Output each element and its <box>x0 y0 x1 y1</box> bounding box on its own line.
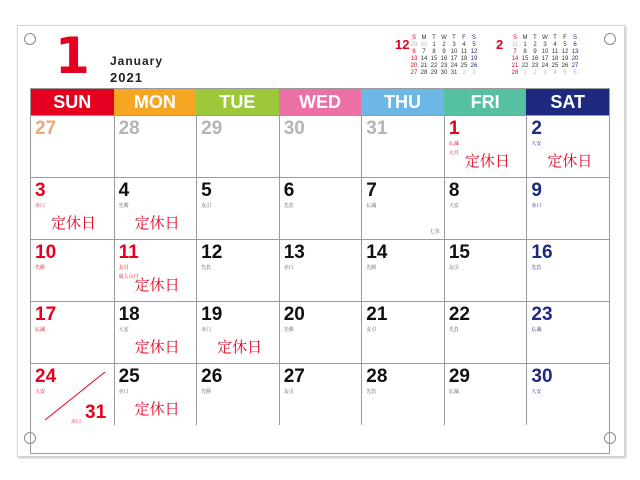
mini-week-row <box>510 70 580 77</box>
rokuyo-label: 仏滅 <box>531 327 542 333</box>
day-number-split: 31 <box>85 402 107 423</box>
day-number: 11 <box>118 242 139 263</box>
weekday-header-mon: MON <box>114 89 197 115</box>
mini-day: 19 <box>561 56 569 62</box>
day-number: 27 <box>35 118 57 139</box>
mini-day: 27 <box>571 63 579 69</box>
mini-day: 3 <box>543 70 547 76</box>
day-number: 18 <box>118 304 140 325</box>
mini-day: 28 <box>420 70 428 76</box>
mini-day: 10 <box>450 49 458 55</box>
day-number: 12 <box>201 242 223 263</box>
mini-day: 4 <box>462 42 466 48</box>
rokuyo-label: 友引 <box>366 327 377 333</box>
day-cell[interactable] <box>31 239 114 301</box>
closed-day-label: 定休日 <box>134 338 180 356</box>
mini-day: 21 <box>511 63 519 69</box>
mini-day: 9 <box>533 49 537 55</box>
mini-day: 28 <box>511 70 519 76</box>
day-cell[interactable] <box>196 115 279 177</box>
mini-weekday: F <box>462 35 466 41</box>
day-number: 5 <box>201 180 212 201</box>
day-cell[interactable] <box>361 239 444 301</box>
rokuyo-label: 先勝 <box>118 203 129 209</box>
rokuyo-label: 仏滅 <box>366 203 377 209</box>
day-number: 7 <box>366 180 377 201</box>
weekday-header-sat: SAT <box>526 89 609 115</box>
mini-day: 26 <box>561 63 569 69</box>
day-cell[interactable] <box>114 363 197 425</box>
mini-day: 13 <box>410 56 418 62</box>
mini-month-number: 12 <box>395 37 410 52</box>
mini-day: 14 <box>511 56 519 62</box>
day-cell[interactable] <box>196 363 279 425</box>
mini-week-row <box>510 49 580 56</box>
mini-calendar-table <box>409 35 479 77</box>
mini-day: 31 <box>450 70 458 76</box>
day-number: 15 <box>448 242 470 263</box>
month-name: January <box>110 54 164 68</box>
weekday-header-tue: TUE <box>196 89 279 115</box>
rokuyo-label: 仏滅 <box>448 141 459 147</box>
rokuyo-label: 先勝 <box>201 389 212 395</box>
mini-day: 29 <box>410 42 418 48</box>
mini-day: 7 <box>513 49 517 55</box>
mini-day: 25 <box>551 63 559 69</box>
day-number: 23 <box>531 304 553 325</box>
rokuyo-label: 先負 <box>531 265 542 271</box>
day-cell[interactable] <box>444 363 527 425</box>
day-cell[interactable] <box>526 239 609 301</box>
mini-day: 15 <box>430 56 438 62</box>
mini-week-row <box>409 56 479 63</box>
day-cell[interactable] <box>361 177 444 239</box>
mini-day: 23 <box>531 63 539 69</box>
day-number: 30 <box>283 118 305 139</box>
rokuyo-label: 仏滅 <box>448 389 459 395</box>
rokuyo-label: 大安 <box>448 203 459 209</box>
day-cell[interactable] <box>526 177 609 239</box>
rokuyo-label: 大安 <box>531 141 542 147</box>
day-number: 20 <box>283 304 305 325</box>
day-note: 七草 <box>429 229 440 235</box>
rokuyo-label: 大安 <box>35 389 46 395</box>
mini-day: 18 <box>460 56 468 62</box>
closed-day-label: 定休日 <box>547 152 593 170</box>
mini-day: 20 <box>410 63 418 69</box>
mini-week-row <box>409 70 479 77</box>
day-number: 16 <box>531 242 553 263</box>
mini-day: 17 <box>541 56 549 62</box>
day-cell[interactable] <box>279 301 362 363</box>
day-number: 10 <box>35 242 57 263</box>
mini-day: 18 <box>551 56 559 62</box>
day-number: 2 <box>531 118 542 139</box>
mini-day: 6 <box>412 49 416 55</box>
mini-weekday: S <box>512 35 517 41</box>
rokuyo-label: 赤口 <box>118 389 129 395</box>
mini-calendar-table <box>510 35 580 77</box>
rokuyo-label: 先負 <box>448 327 459 333</box>
mini-day: 5 <box>563 42 567 48</box>
day-number: 21 <box>366 304 388 325</box>
weekday-header-thu: THU <box>361 89 444 115</box>
mini-day: 10 <box>541 49 549 55</box>
mini-day: 23 <box>440 63 448 69</box>
mini-day: 5 <box>472 42 476 48</box>
day-number: 22 <box>448 304 470 325</box>
mini-month-number: 2 <box>496 37 504 52</box>
rokuyo-label: 先勝 <box>283 327 294 333</box>
mini-day: 4 <box>553 42 557 48</box>
mini-day: 29 <box>430 70 438 76</box>
mini-day: 6 <box>573 42 577 48</box>
day-cell[interactable] <box>361 363 444 425</box>
mini-weekday: F <box>563 35 567 41</box>
mini-calendar-next-month <box>496 35 586 80</box>
rokuyo-label: 大安 <box>531 389 542 395</box>
mini-day: 25 <box>460 63 468 69</box>
mini-day: 8 <box>523 49 527 55</box>
rokuyo-label: 先勝 <box>366 265 377 271</box>
mini-day: 14 <box>420 56 428 62</box>
mini-weekday: T <box>452 35 456 41</box>
mini-day: 22 <box>521 63 529 69</box>
mini-weekday: T <box>432 35 436 41</box>
mini-day: 9 <box>442 49 446 55</box>
mini-weekday: S <box>572 35 577 41</box>
mini-day: 22 <box>430 63 438 69</box>
mini-day: 31 <box>511 42 519 48</box>
day-cell[interactable] <box>361 301 444 363</box>
day-number: 1 <box>448 118 460 139</box>
mini-weekday-row <box>510 35 580 42</box>
hanging-hole-top-left <box>24 33 36 45</box>
day-cell[interactable] <box>279 177 362 239</box>
day-number: 13 <box>283 242 305 263</box>
mini-day: 2 <box>472 70 476 76</box>
rokuyo-label: 大安 <box>118 327 129 333</box>
mini-day: 19 <box>470 56 478 62</box>
day-number: 28 <box>366 366 388 387</box>
holiday-label: 成人の日 <box>118 274 139 280</box>
day-cell[interactable] <box>31 301 114 363</box>
mini-day: 5 <box>563 70 567 76</box>
mini-day: 12 <box>561 49 569 55</box>
rokuyo-label: 赤口 <box>201 327 212 333</box>
day-cell[interactable] <box>196 239 279 301</box>
mini-day: 30 <box>440 70 448 76</box>
mini-day: 17 <box>450 56 458 62</box>
rokuyo-label: 赤口 <box>35 203 46 209</box>
closed-day-label: 定休日 <box>217 338 263 356</box>
mini-weekday: W <box>542 35 548 41</box>
mini-day: 21 <box>420 63 428 69</box>
mini-day: 12 <box>470 49 478 55</box>
mini-calendar-previous-month <box>395 35 485 80</box>
mini-weekday: S <box>411 35 416 41</box>
closed-day-label: 定休日 <box>134 214 180 232</box>
day-number: 24 <box>35 366 57 387</box>
day-cell[interactable] <box>31 177 114 239</box>
mini-week-row <box>510 63 580 70</box>
mini-week-row <box>409 49 479 56</box>
mini-week-row <box>510 56 580 63</box>
day-cell[interactable] <box>196 301 279 363</box>
rokuyo-label: 先負 <box>283 203 294 209</box>
day-cell[interactable] <box>526 363 609 425</box>
month-number: 1 <box>55 27 90 85</box>
day-cell[interactable] <box>31 115 114 177</box>
closed-day-label: 定休日 <box>134 400 180 418</box>
day-number: 25 <box>118 366 140 387</box>
rokuyo-label-split: 赤口 <box>71 419 82 425</box>
weekday-header-fri: FRI <box>444 89 527 115</box>
mini-day: 30 <box>420 42 428 48</box>
mini-day: 6 <box>573 70 577 76</box>
rokuyo-label: 赤口 <box>283 265 294 271</box>
day-cell[interactable] <box>444 301 527 363</box>
mini-day: 1 <box>523 70 527 76</box>
rokuyo-label: 友引 <box>283 389 294 395</box>
closed-day-label: 定休日 <box>51 214 97 232</box>
weekday-header-sun: SUN <box>31 89 114 115</box>
mini-weekday: M <box>421 35 427 41</box>
day-cell[interactable] <box>279 363 362 425</box>
mini-week-row <box>409 63 479 70</box>
day-number: 27 <box>283 366 305 387</box>
mini-day: 2 <box>533 70 537 76</box>
mini-day: 11 <box>460 49 468 55</box>
day-cell[interactable] <box>444 239 527 301</box>
day-cell[interactable] <box>114 115 197 177</box>
mini-day: 4 <box>553 70 557 76</box>
mini-day: 7 <box>422 49 426 55</box>
rokuyo-label: 先負 <box>366 389 377 395</box>
rokuyo-label: 友引 <box>448 265 459 271</box>
closed-day-label: 定休日 <box>464 152 510 170</box>
mini-day: 24 <box>541 63 549 69</box>
mini-day: 27 <box>410 70 418 76</box>
day-number: 9 <box>531 180 542 201</box>
day-cell[interactable] <box>31 363 114 425</box>
day-cell[interactable] <box>361 115 444 177</box>
day-cell[interactable] <box>114 239 197 301</box>
day-cell[interactable] <box>526 301 609 363</box>
mini-day: 1 <box>432 42 436 48</box>
day-number: 29 <box>201 118 223 139</box>
day-cell[interactable] <box>279 115 362 177</box>
mini-day: 20 <box>571 56 579 62</box>
mini-day: 1 <box>462 70 466 76</box>
day-cell[interactable] <box>444 115 527 177</box>
rokuyo-label: 仏滅 <box>35 327 46 333</box>
mini-weekday: S <box>471 35 476 41</box>
day-number: 28 <box>118 118 140 139</box>
day-number: 30 <box>531 366 553 387</box>
day-number: 29 <box>448 366 470 387</box>
day-number: 8 <box>448 180 460 201</box>
hanging-hole-top-right <box>604 33 616 45</box>
mini-weekday-row <box>409 35 479 42</box>
mini-weekday: T <box>553 35 557 41</box>
day-cell[interactable] <box>114 301 197 363</box>
day-number: 4 <box>118 180 130 201</box>
mini-day: 16 <box>440 56 448 62</box>
mini-week-row <box>409 42 479 49</box>
year-label: 2021 <box>110 70 143 85</box>
mini-day: 15 <box>521 56 529 62</box>
day-cell[interactable] <box>196 177 279 239</box>
mini-day: 16 <box>531 56 539 62</box>
closed-day-label: 定休日 <box>134 276 180 294</box>
mini-day: 24 <box>450 63 458 69</box>
mini-day: 1 <box>523 42 527 48</box>
month-grid <box>30 88 610 454</box>
day-cell[interactable] <box>444 177 527 239</box>
mini-day: 3 <box>543 42 547 48</box>
mini-weekday: T <box>533 35 537 41</box>
rokuyo-label: 友引 <box>118 265 129 271</box>
holiday-label: 元日 <box>448 150 459 156</box>
day-number: 3 <box>35 180 46 201</box>
day-cell[interactable] <box>279 239 362 301</box>
rokuyo-label: 先勝 <box>35 265 46 271</box>
mini-weekday: W <box>441 35 447 41</box>
day-number: 6 <box>283 180 295 201</box>
rokuyo-label: 赤口 <box>531 203 542 209</box>
weekday-header-wed: WED <box>279 89 362 115</box>
mini-day: 11 <box>551 49 559 55</box>
day-number: 26 <box>201 366 223 387</box>
mini-day: 13 <box>571 49 579 55</box>
day-number: 14 <box>366 242 388 263</box>
mini-day: 2 <box>533 42 537 48</box>
mini-day: 3 <box>452 42 456 48</box>
rokuyo-label: 友引 <box>201 203 212 209</box>
mini-weekday: M <box>522 35 528 41</box>
day-number: 19 <box>201 304 223 325</box>
mini-day: 2 <box>442 42 446 48</box>
rokuyo-label: 先負 <box>201 265 212 271</box>
day-number: 17 <box>35 304 57 325</box>
mini-day: 26 <box>470 63 478 69</box>
day-number: 31 <box>366 118 388 139</box>
mini-week-row <box>510 42 580 49</box>
day-cell[interactable] <box>526 115 609 177</box>
mini-day: 8 <box>432 49 436 55</box>
day-cell[interactable] <box>114 177 197 239</box>
